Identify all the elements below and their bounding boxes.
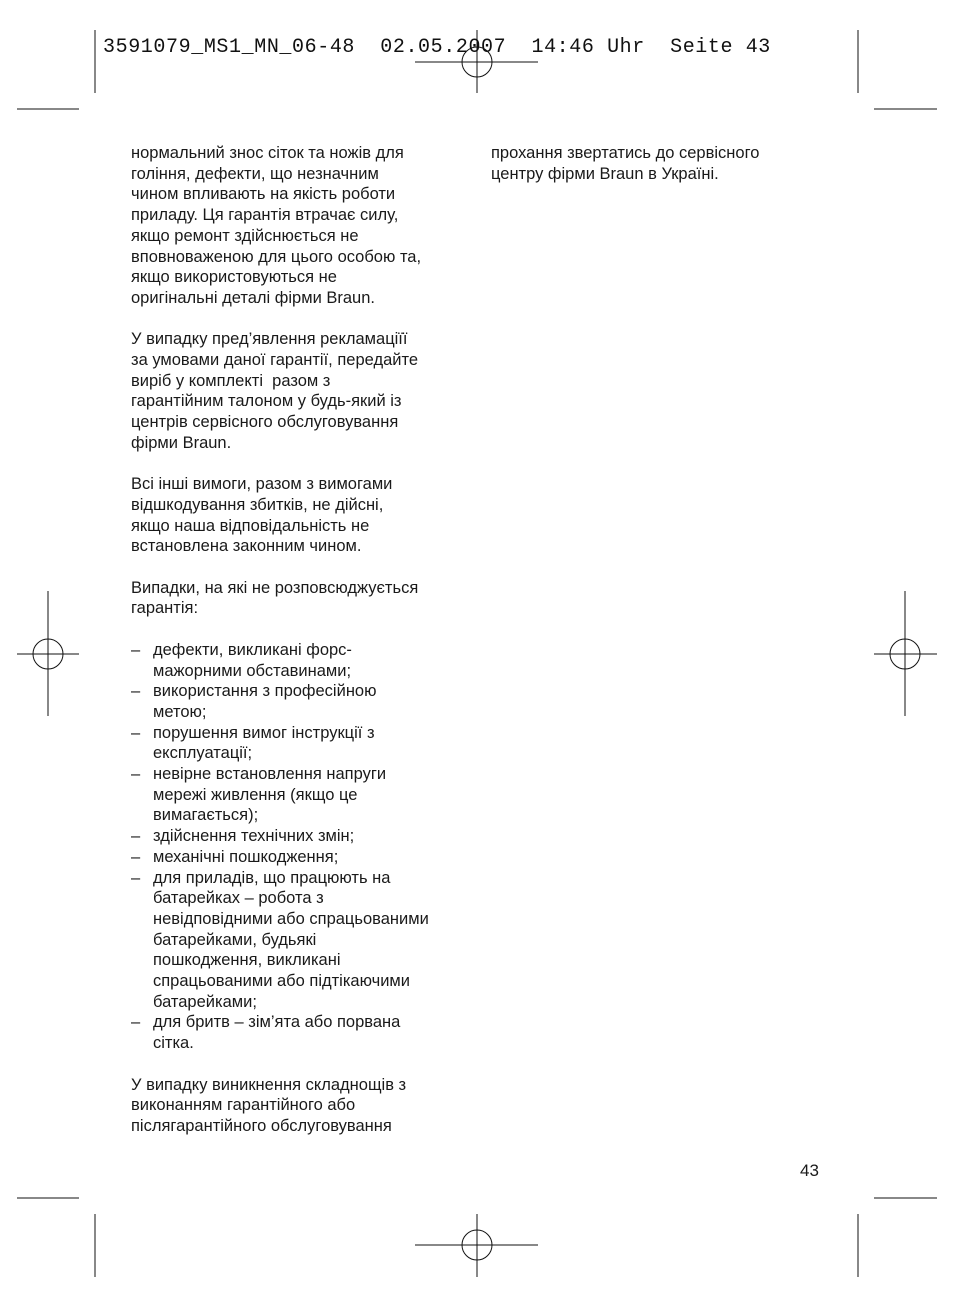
text-line: центрів сервісного обслуговування — [131, 413, 399, 432]
text-line: нормальний знос сіток та ножів для — [131, 144, 404, 162]
text-line: гарантійним талоном у будь-який із — [131, 392, 402, 411]
text-line: за умовами даної гарантії, передайте — [131, 351, 419, 370]
registration-mark-top — [415, 30, 538, 93]
text-line: якщо наша відповідальність не — [131, 516, 370, 535]
text-line: центру фірми Braun в Україні. — [491, 164, 719, 183]
dash-bullet: – — [131, 868, 141, 887]
paragraph-service-contact — [491, 143, 821, 184]
text-line: післягарантійного обслуговування — [131, 1116, 392, 1135]
text-line: Випадки, на які не розповсюджується — [131, 578, 419, 597]
paragraph-claims-procedure — [131, 329, 476, 453]
dash-bullet: – — [131, 640, 141, 659]
text-line: батарейках – робота з — [153, 889, 324, 908]
registration-mark-right — [874, 591, 937, 716]
text-line: для приладів, що працюють на — [153, 868, 391, 887]
dash-bullet: – — [131, 765, 141, 784]
text-line: батарейками, будьякі — [153, 930, 317, 949]
list-item — [131, 681, 476, 722]
text-line: гоління, дефекти, що незначним — [131, 164, 379, 183]
text-line: виріб у комплекті разом з — [131, 371, 331, 390]
paragraph-service-difficulties — [131, 1075, 476, 1137]
dash-bullet: – — [131, 723, 141, 742]
exclusions-list — [131, 640, 476, 1054]
text-line: прохання звертатись до сервісного — [491, 144, 760, 162]
dash-bullet: – — [131, 847, 141, 866]
text-line: У випадку виникнення складнощів з — [131, 1075, 407, 1094]
text-line: фірми Braun. — [131, 433, 232, 452]
text-line: для бритв – зім’ята або порвана — [153, 1013, 401, 1032]
text-line: дефекти, викликані форс- — [153, 640, 352, 659]
text-line: мережі живлення (якщо це — [153, 785, 358, 804]
paragraph-exclusions-intro — [131, 578, 476, 619]
text-line: механічні пошкодження; — [153, 847, 339, 866]
text-line: оригінальні деталі фірми Braun. — [131, 288, 375, 307]
text-line: сітка. — [153, 1034, 194, 1053]
text-line: вимагається); — [153, 806, 259, 825]
text-line: порушення вимог інструкції з — [153, 723, 375, 742]
list-item — [131, 1012, 476, 1053]
text-line: вповноваженою для цього особою та, — [131, 247, 422, 266]
text-line: У випадку пред’явлення рекламаціїї — [131, 330, 408, 349]
page-number: 43 — [800, 1161, 819, 1180]
list-item — [131, 764, 476, 826]
text-line: пошкодження, викликані — [153, 951, 341, 970]
list-item — [131, 723, 476, 764]
text-line: гарантія: — [131, 599, 199, 618]
text-line: чином впливають на якість роботи — [131, 185, 396, 204]
text-line: спрацьованими або підтікаючими — [153, 972, 410, 991]
text-line: відшкодування збитків, не дійсні, — [131, 495, 384, 514]
text-line: мажорними обставинами; — [153, 661, 352, 680]
registration-mark-left — [17, 591, 79, 716]
text-line: встановлена законним чином. — [131, 537, 362, 556]
text-line: батарейками; — [153, 992, 257, 1011]
right-text-column — [491, 143, 821, 205]
list-item — [131, 826, 476, 847]
text-line: метою; — [153, 702, 207, 721]
dash-bullet: – — [131, 827, 141, 846]
print-slug-header: 3591079_MS1_MN_06-48 02.05.2007 14:46 Uhr Seite 43 — [103, 36, 771, 59]
paragraph-wear-and-repair — [131, 143, 476, 309]
text-line: якщо ремонт здійснюється не — [131, 226, 359, 245]
dash-bullet: – — [131, 1013, 141, 1032]
text-line: якщо використовуються не — [131, 268, 337, 287]
text-line: невідповідними або спрацьованими — [153, 909, 429, 928]
left-text-column — [131, 143, 476, 1157]
text-line: експлуатації; — [153, 744, 253, 763]
text-line: невірне встановлення напруги — [153, 765, 387, 784]
text-line: виконанням гарантійного або — [131, 1096, 356, 1115]
list-item — [131, 847, 476, 868]
registration-mark-bottom — [415, 1214, 538, 1277]
dash-bullet: – — [131, 682, 141, 701]
text-line: здійснення технічних змін; — [153, 827, 355, 846]
text-line: приладу. Ця гарантія втрачає силу, — [131, 206, 399, 225]
text-line: Всі інші вимоги, разом з вимогами — [131, 475, 393, 494]
list-item — [131, 868, 476, 1013]
text-line: використання з професійною — [153, 682, 377, 701]
list-item — [131, 640, 476, 681]
paragraph-other-claims — [131, 474, 476, 557]
